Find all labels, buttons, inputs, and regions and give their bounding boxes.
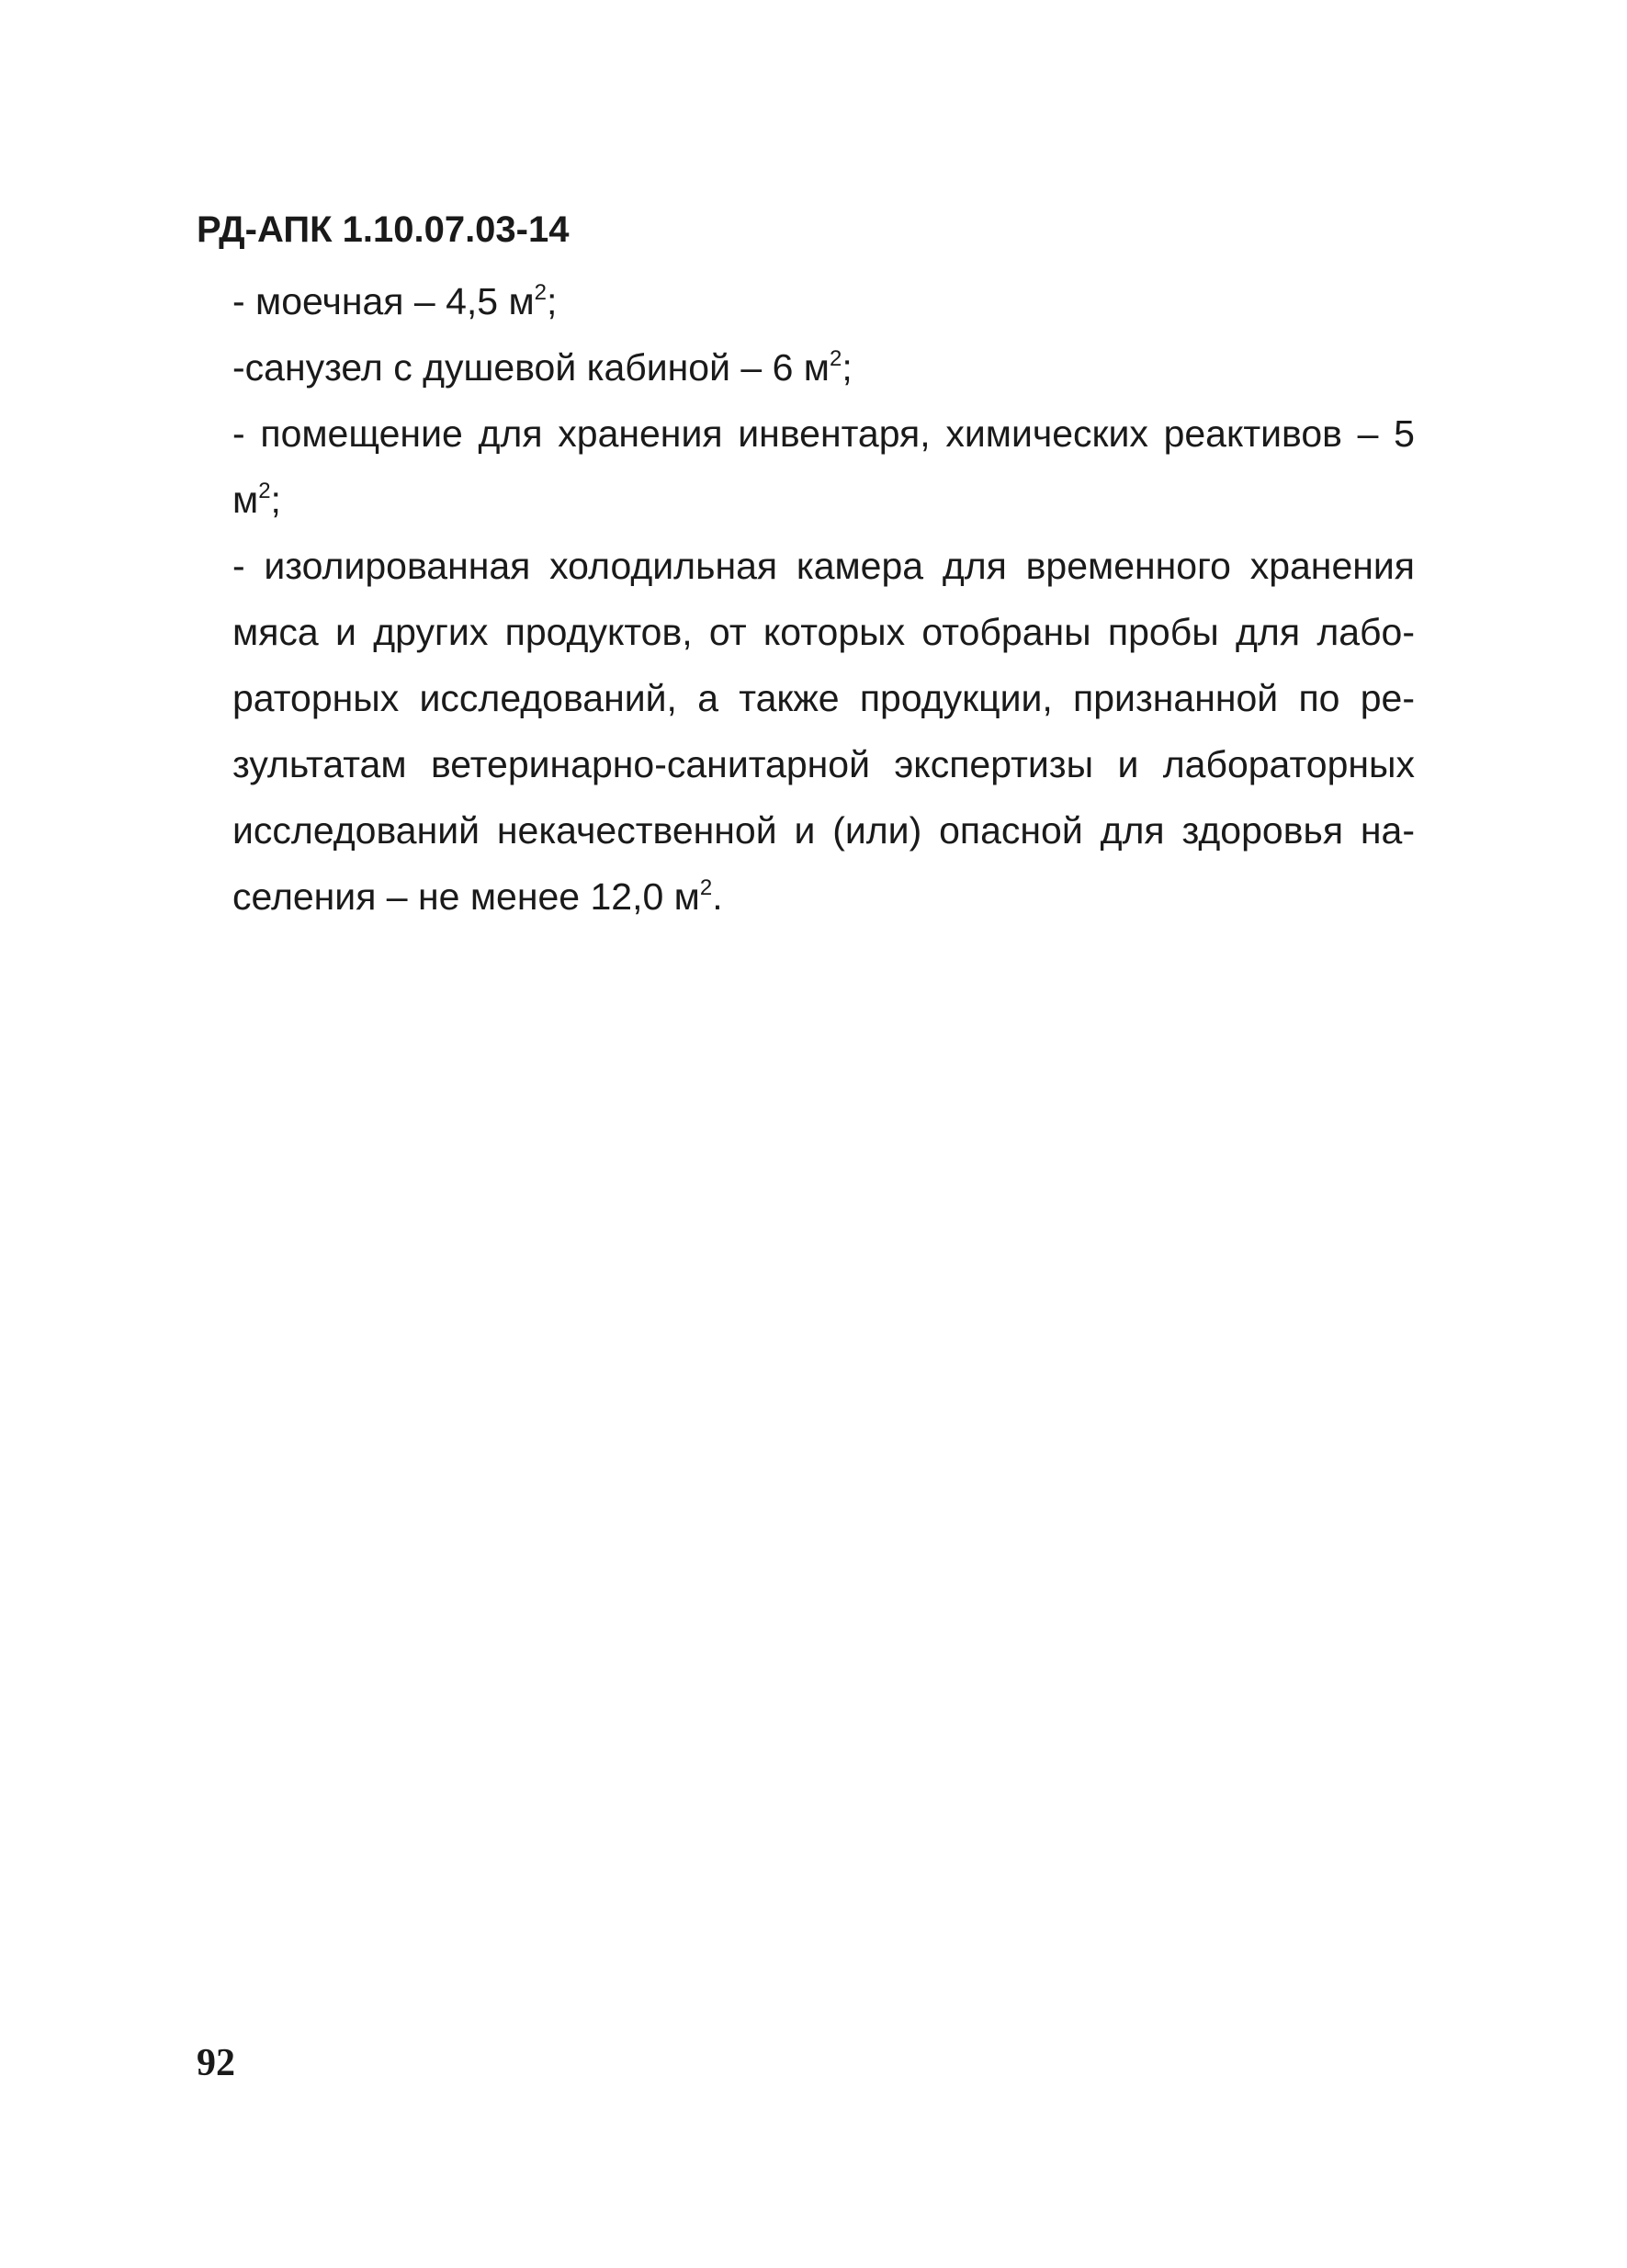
list-item-tail: ; <box>842 346 853 389</box>
list-item-tail: ; <box>270 479 281 521</box>
page-number: 92 <box>197 2042 235 2084</box>
list-item-text: -санузел с душевой кабиной – 6 м <box>232 346 830 389</box>
document-code-header: РД-АПК 1.10.07.03-14 <box>197 209 570 250</box>
list-item-text: - изолированная холодильная камера для временного хранения мяса и других продуктов, от которых отобраны пробы для лабораторных исследований, а также продукции, признанной по результатам ветеринарно-санитарной экспертизы и лабораторных исследований некачественной и (или) опасной для здоровья населения – не менее 12,0 м <box>232 545 1415 918</box>
superscript: 2 <box>258 479 271 503</box>
list-item-text: - моечная – 4,5 м <box>232 280 535 322</box>
list-item-storage-room <box>232 401 1415 533</box>
list-item-cold-chamber <box>232 533 1415 930</box>
list-item-bathroom <box>232 334 1415 401</box>
superscript: 2 <box>829 346 842 371</box>
superscript: 2 <box>699 875 713 900</box>
list-item-tail: ; <box>547 280 558 322</box>
list-item-text: - помещение для хранения инвентаря, химических реактивов – 5 м <box>232 412 1415 521</box>
list-item-tail: . <box>712 875 723 918</box>
superscript: 2 <box>534 280 547 305</box>
room-list <box>232 268 1415 930</box>
list-item-washroom <box>232 268 1415 334</box>
